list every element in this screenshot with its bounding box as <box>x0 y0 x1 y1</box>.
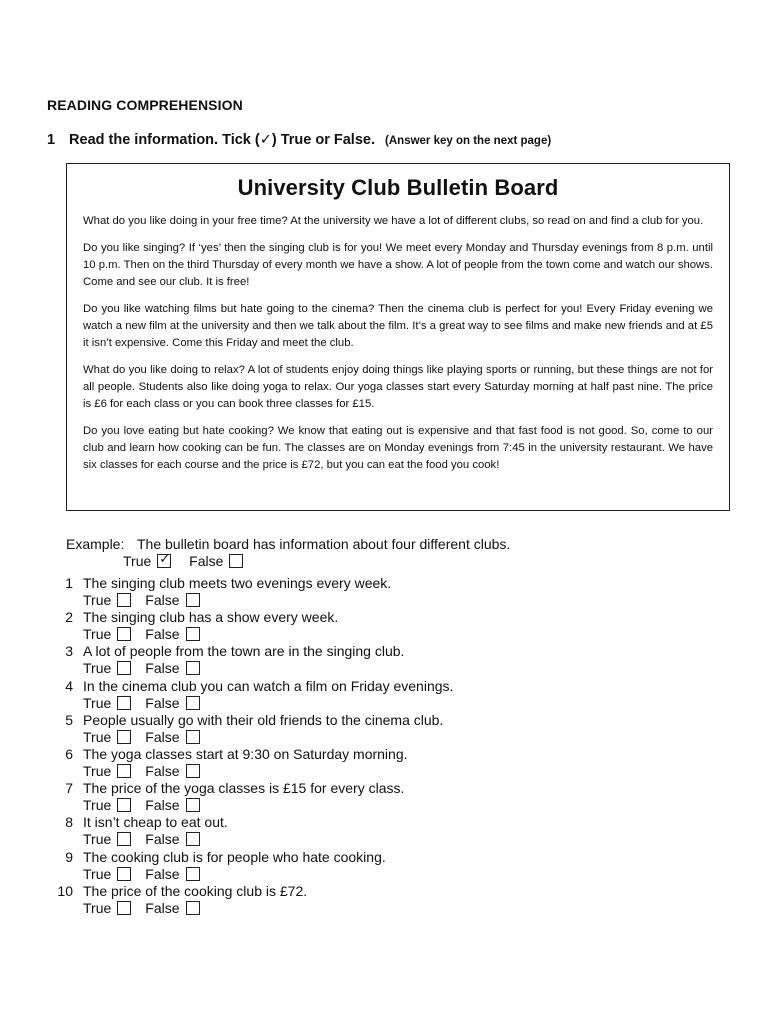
section-title: READING COMPREHENSION <box>47 97 243 113</box>
question-number: 7 <box>65 780 73 797</box>
question-number: 8 <box>65 814 73 831</box>
true-label: True <box>83 592 112 608</box>
true-checkbox[interactable] <box>117 593 131 607</box>
question-number: 2 <box>65 609 73 626</box>
question-text: The price of the yoga classes is £15 for every class. <box>83 780 405 797</box>
true-checkbox[interactable] <box>117 730 131 744</box>
true-checkbox[interactable] <box>117 798 131 812</box>
question-number: 5 <box>65 711 73 728</box>
question-number: 3 <box>65 643 73 660</box>
false-checkbox[interactable] <box>186 867 200 881</box>
false-label: False <box>145 728 180 745</box>
question-text: The yoga classes start at 9:30 on Saturday morning. <box>83 745 408 762</box>
example-statement: The bulletin board has information about four different clubs. <box>137 536 511 552</box>
question-item <box>47 849 453 883</box>
question-text: The singing club has a show every week. <box>83 609 339 626</box>
question-text: It isn’t cheap to eat out. <box>83 814 228 831</box>
yoga-club-paragraph: What do you like doing to relax? A lot of students enjoy doing things like playing sports or running, but these things are not for all people. Students also like doing yoga to relax. Our yoga classes start every Saturday morning at half past nine. The price is £6 for each class or you can book three classes for £15. <box>83 364 713 410</box>
true-label: True <box>83 660 112 677</box>
false-checkbox[interactable] <box>186 832 200 846</box>
bulletin-board-title: University Club Bulletin Board <box>237 175 559 200</box>
false-checkbox[interactable] <box>186 798 200 812</box>
question-number: 4 <box>65 677 73 694</box>
true-label: True <box>83 728 112 745</box>
question-number: 1 <box>65 575 73 591</box>
true-label: True <box>83 797 112 814</box>
true-checkbox[interactable] <box>117 696 131 710</box>
true-label: True <box>83 865 112 882</box>
question-item <box>47 814 453 848</box>
question-item <box>47 712 453 746</box>
example-label: Example: <box>66 536 125 552</box>
question-item <box>47 678 453 712</box>
question-text: The cooking club is for people who hate cooking. <box>83 848 386 865</box>
false-checkbox[interactable] <box>186 730 200 744</box>
true-checkbox[interactable] <box>117 627 131 641</box>
false-checkbox[interactable] <box>186 696 200 710</box>
answer-key-note: (Answer key on the next page) <box>385 135 552 147</box>
question-text: A lot of people from the town are in the singing club. <box>83 643 405 660</box>
false-label: False <box>145 592 180 608</box>
false-label: False <box>145 831 180 848</box>
example-item <box>66 536 510 570</box>
example-false-checkbox[interactable] <box>229 554 243 568</box>
question-text: The singing club meets two evenings every week. <box>83 575 392 591</box>
false-label: False <box>145 762 180 779</box>
true-label: True <box>83 694 112 711</box>
question-item <box>47 746 453 780</box>
true-label: True <box>123 553 152 569</box>
true-checkbox[interactable] <box>117 901 131 915</box>
question-item <box>47 575 453 609</box>
question-text: People usually go with their old friends to the cinema club. <box>83 711 444 728</box>
false-label: False <box>145 865 180 882</box>
instruction-text: Read the information. Tick (✓) True or False. <box>69 132 375 148</box>
false-label: False <box>145 797 180 814</box>
singing-club-paragraph: Do you like singing? If ‘yes’ then the singing club is for you! We meet every Monday and Thursday evenings from 8 p.m. until 10 p.m. Then on the third Thursday of every month we have a show. A lot of people from the town come and watch our shows. Come and see our club. It is free! <box>83 242 713 288</box>
cooking-club-paragraph: Do you love eating but hate cooking? We know that eating out is expensive and that fast food is not good. So, come to our club and learn how cooking can be fun. The classes are on Monday evenings from 7:45 in the university restaurant. We have six classes for each course and the price is £72, but you can eat the food you cook! <box>83 425 713 471</box>
question-item <box>47 609 453 643</box>
false-label: False <box>145 626 180 643</box>
false-checkbox[interactable] <box>186 627 200 641</box>
true-label: True <box>83 626 112 643</box>
question-number: 10 <box>57 882 73 899</box>
question-number: 9 <box>65 848 73 865</box>
intro-paragraph: What do you like doing in your free time? At the university we have a lot of different clubs, so read on and find a club for you. <box>83 215 704 227</box>
instruction <box>47 132 551 148</box>
question-item <box>47 883 453 917</box>
false-label: False <box>189 553 224 569</box>
false-label: False <box>145 899 180 916</box>
false-checkbox[interactable] <box>186 593 200 607</box>
true-checkbox[interactable] <box>117 867 131 881</box>
true-label: True <box>83 831 112 848</box>
true-checkbox[interactable] <box>117 661 131 675</box>
true-checkbox[interactable] <box>117 764 131 778</box>
question-list <box>47 575 453 917</box>
question-item <box>47 780 453 814</box>
bulletin-board <box>66 163 730 511</box>
question-text: In the cinema club you can watch a film on Friday evenings. <box>83 677 454 694</box>
false-label: False <box>145 660 180 677</box>
true-label: True <box>83 899 112 916</box>
true-label: True <box>83 762 112 779</box>
example-true-checkbox[interactable] <box>157 554 171 568</box>
question-item <box>47 643 453 677</box>
false-checkbox[interactable] <box>186 901 200 915</box>
question-number: 6 <box>65 745 73 762</box>
question-text: The price of the cooking club is £72. <box>83 882 308 899</box>
true-checkbox[interactable] <box>117 832 131 846</box>
false-checkbox[interactable] <box>186 764 200 778</box>
false-checkbox[interactable] <box>186 661 200 675</box>
false-label: False <box>145 694 180 711</box>
instruction-number: 1 <box>47 132 56 148</box>
cinema-club-paragraph: Do you like watching films but hate going to the cinema? Then the cinema club is perfect for you! Every Friday evening we watch a new film at the university and then we talk about the film. It’s a great way to see films and make new friends and at £5 it isn’t expensive. Come this Friday and meet the club. <box>83 303 713 349</box>
